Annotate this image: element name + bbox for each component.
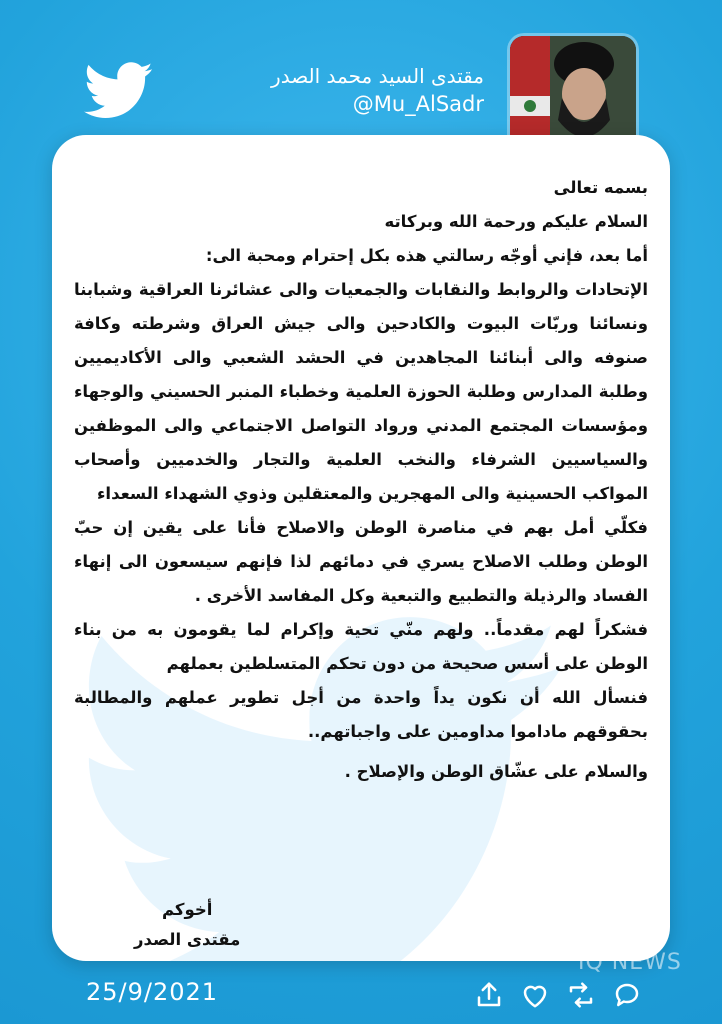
signature-line-name: مقتدى الصدر xyxy=(134,930,241,949)
tweet-paragraph-addressees: الإتحادات والروابط والنقابات والجمعيات والى عشائرنا العراقية وشبابنا ونسائنا وربّات البيوت والكادحين والى جيش العراق وشرطته وكافة صنوفه والى أبنائنا المجاهدين في الحشد الشعبي والى الأكاديميين وطلبة المدارس وطلبة الحوزة العلمية وخطباء المنبر الحسيني والوجهاء ومؤسسات المجتمع المدني ورواد التواصل الاجتماعي والى الموظفين والسياسيين الشرفاء والنخب العلمية والتجار والخدميين وأصحاب المواكب الحسينية والى المهجرين والمعتقلين وذوي الشهداء السعداء xyxy=(74,280,648,503)
tweet-date: 25/9/2021 xyxy=(86,978,219,1006)
account-handle[interactable]: @Mu_AlSadr xyxy=(352,92,484,116)
tweet-signature xyxy=(134,895,240,955)
tweet-paragraph-hope: فكلّي أمل بهم في مناصرة الوطن والاصلاح فأنا على يقين إن حبّ الوطن وطلب الاصلاح يسري في دمائهم لذا فإنهم سيسعون الى إنهاء الفساد والرذيلة والتطبيع والتبعية وكل المفاسد الأخرى . xyxy=(74,518,648,605)
tweet-line-greeting: السلام عليكم ورحمة الله وبركاته xyxy=(384,212,648,231)
like-icon[interactable] xyxy=(520,980,550,1010)
reply-icon[interactable] xyxy=(612,980,642,1010)
share-icon[interactable] xyxy=(474,980,504,1010)
tweet-line-basmala: بسمه تعالى xyxy=(553,178,648,197)
tweet-line-closing: والسلام على عشّاق الوطن والإصلاح . xyxy=(344,762,648,781)
tweet-paragraph-prayer: فنسأل الله أن نكون يداً واحدة من أجل تطوير عملهم والمطالبة بحقوقهم ماداموا مداومين على واجباتهم.. xyxy=(74,688,648,741)
tweet-text xyxy=(74,171,648,789)
retweet-icon[interactable] xyxy=(566,980,596,1010)
tweet-card xyxy=(52,135,670,961)
news-watermark: IQ NEWS xyxy=(578,950,682,975)
twitter-bird-icon xyxy=(84,62,154,120)
signature-line-brother: أخوكم xyxy=(161,900,213,919)
account-name[interactable]: مقتدى السيد محمد الصدر xyxy=(271,64,484,88)
tweet-paragraph-thanks: فشكراً لهم مقدماً.. ولهم منّي تحية وإكرام لما يقومون به من بناء الوطن على أسس صحيحة من دون تحكم المتسلطين بعملهم xyxy=(74,620,648,673)
tweet-line-intro: أما بعد، فإني أوجّه رسالتي هذه بكل إحترام ومحبة الى: xyxy=(205,246,648,265)
tweet-actions xyxy=(474,980,642,1010)
